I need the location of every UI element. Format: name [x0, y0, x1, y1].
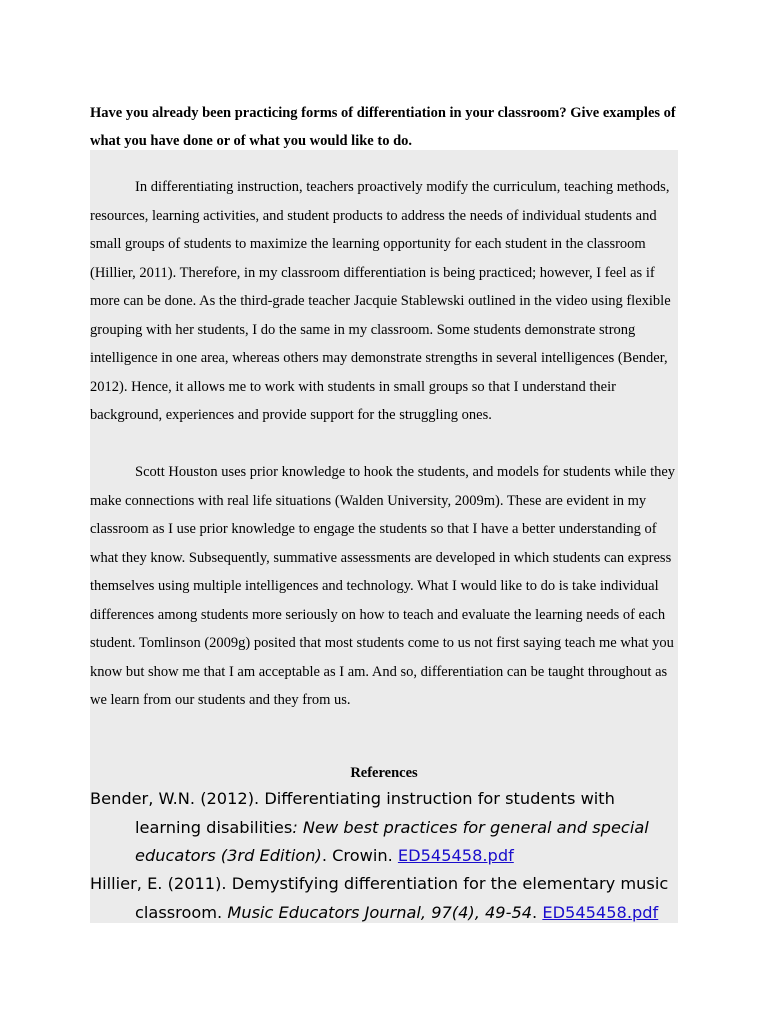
reference-link[interactable]: ED545458.pdf — [542, 902, 659, 922]
reference-italic-title: Music Educators Journal, 97(4), 49-54 — [227, 902, 533, 922]
reference-link[interactable]: ED545458.pdf — [397, 846, 514, 865]
references-heading: References — [350, 765, 418, 781]
reference-text: . Crowin. — [321, 846, 398, 865]
answer-paragraph-1 — [90, 173, 678, 430]
reference-entry — [90, 785, 678, 871]
answer-paragraph-2 — [90, 458, 678, 715]
reference-text: . — [532, 902, 543, 922]
reference-italic-title: : New best practices for general and special educators (3rd Edition) — [135, 817, 649, 865]
paragraph-text: In differentiating instruction, teachers proactively modify the curriculum, teaching methods, resources, learning activities, and student products to address the needs of individual students and small groups of students to maximize the learning opportunity for each student in the classroom (Hillier, 2011). Therefore, in my classroom differentiation is being practiced; however, I feel as if more can be done. As the third-grade teacher Jacquie Stablewski outlined in the video using flexible grouping with her students, I do the same in my classroom. Some students demonstrate strong intelligence in one area, whereas others may demonstrate strengths in several intelligences (Bender, 2012). Hence, it allows me to work with students in small groups so that I understand their background, experiences and provide support for the struggling ones. — [90, 179, 671, 423]
reference-text: Bender, W.N. (2012). Differentiating instruction for students with learning disabilities — [90, 789, 615, 837]
question-heading: Have you already been practicing forms of differentiation in your classroom? Give examples of what you have done or of what you would like to do. — [90, 105, 676, 149]
reference-entry — [90, 870, 678, 927]
reference-text: Hillier, E. (2011). Demystifying differentiation for the elementary music classroom. — [90, 874, 669, 922]
paragraph-text: Scott Houston uses prior knowledge to hook the students, and models for students while they make connections with real life situations (Walden University, 2009m). These are evident in my classroom as I use prior knowledge to engage the students so that I have a better understanding of what they know. Subsequently, summative assessments are developed in which students can express themselves using multiple intelligences and technology. What I would like to do is take individual differences among students more seriously on how to teach and evaluate the learning needs of each student. Tomlinson (2009g) posited that most students come to us not first saying teach me what you know but show me that I am acceptable as I am. And so, differentiation can be taught throughout as we learn from our students and they from us. — [90, 464, 676, 708]
